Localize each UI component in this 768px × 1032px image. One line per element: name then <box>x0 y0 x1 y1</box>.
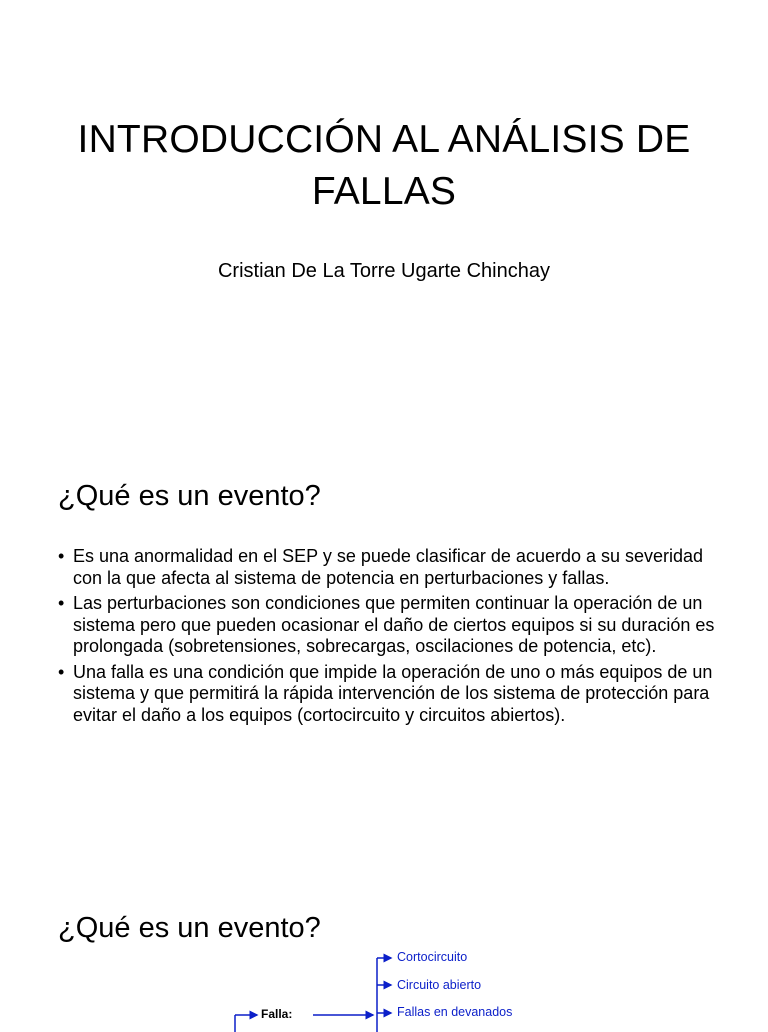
author-subtitle: Cristian De La Torre Ugarte Chinchay <box>217 260 550 282</box>
bullet-list <box>58 546 718 730</box>
fault-classification-diagram <box>105 942 665 1032</box>
bullet-item: • Es una anormalidad en el SEP y se puede clasificar de acuerdo a su severidad con la que afecta al sistema de potencia en perturbaciones y fallas. <box>58 546 718 589</box>
title-slide <box>0 0 768 432</box>
slide-heading: ¿Qué es un evento? <box>58 480 321 512</box>
presentation-title <box>40 114 728 218</box>
branch-label-cortocircuito: Cortocircuito <box>397 950 468 964</box>
branch-label-circuito-abierto: Circuito abierto <box>397 978 482 992</box>
bullet-item: • Las perturbaciones son condiciones que permiten continuar la operación de un sistema pero que pueden ocasionar el daño de ciertos equipos si su duración es prolongada (sobretensiones, sobrecargas, oscilaciones de potencia, etc). <box>58 593 718 658</box>
title-line-2: FALLAS <box>311 170 457 213</box>
falla-label: Falla: <box>261 1007 293 1021</box>
branch-label-fallas-devanados: Fallas en devanados <box>397 1005 513 1019</box>
slide-heading: ¿Qué es un evento? <box>58 912 321 944</box>
bullet-item: • Una falla es una condición que impide la operación de uno o más equipos de un sistema y que permitirá la rápida intervención de los sistema de protección para evitar el daño a los equipos (cortocircuito y circuitos abiertos). <box>58 662 718 727</box>
event-classification-slide <box>0 864 768 1024</box>
event-definition-slide <box>0 432 768 864</box>
title-line-1: INTRODUCCIÓN AL ANÁLISIS DE <box>77 118 691 161</box>
diagram-connectors <box>105 942 665 1032</box>
